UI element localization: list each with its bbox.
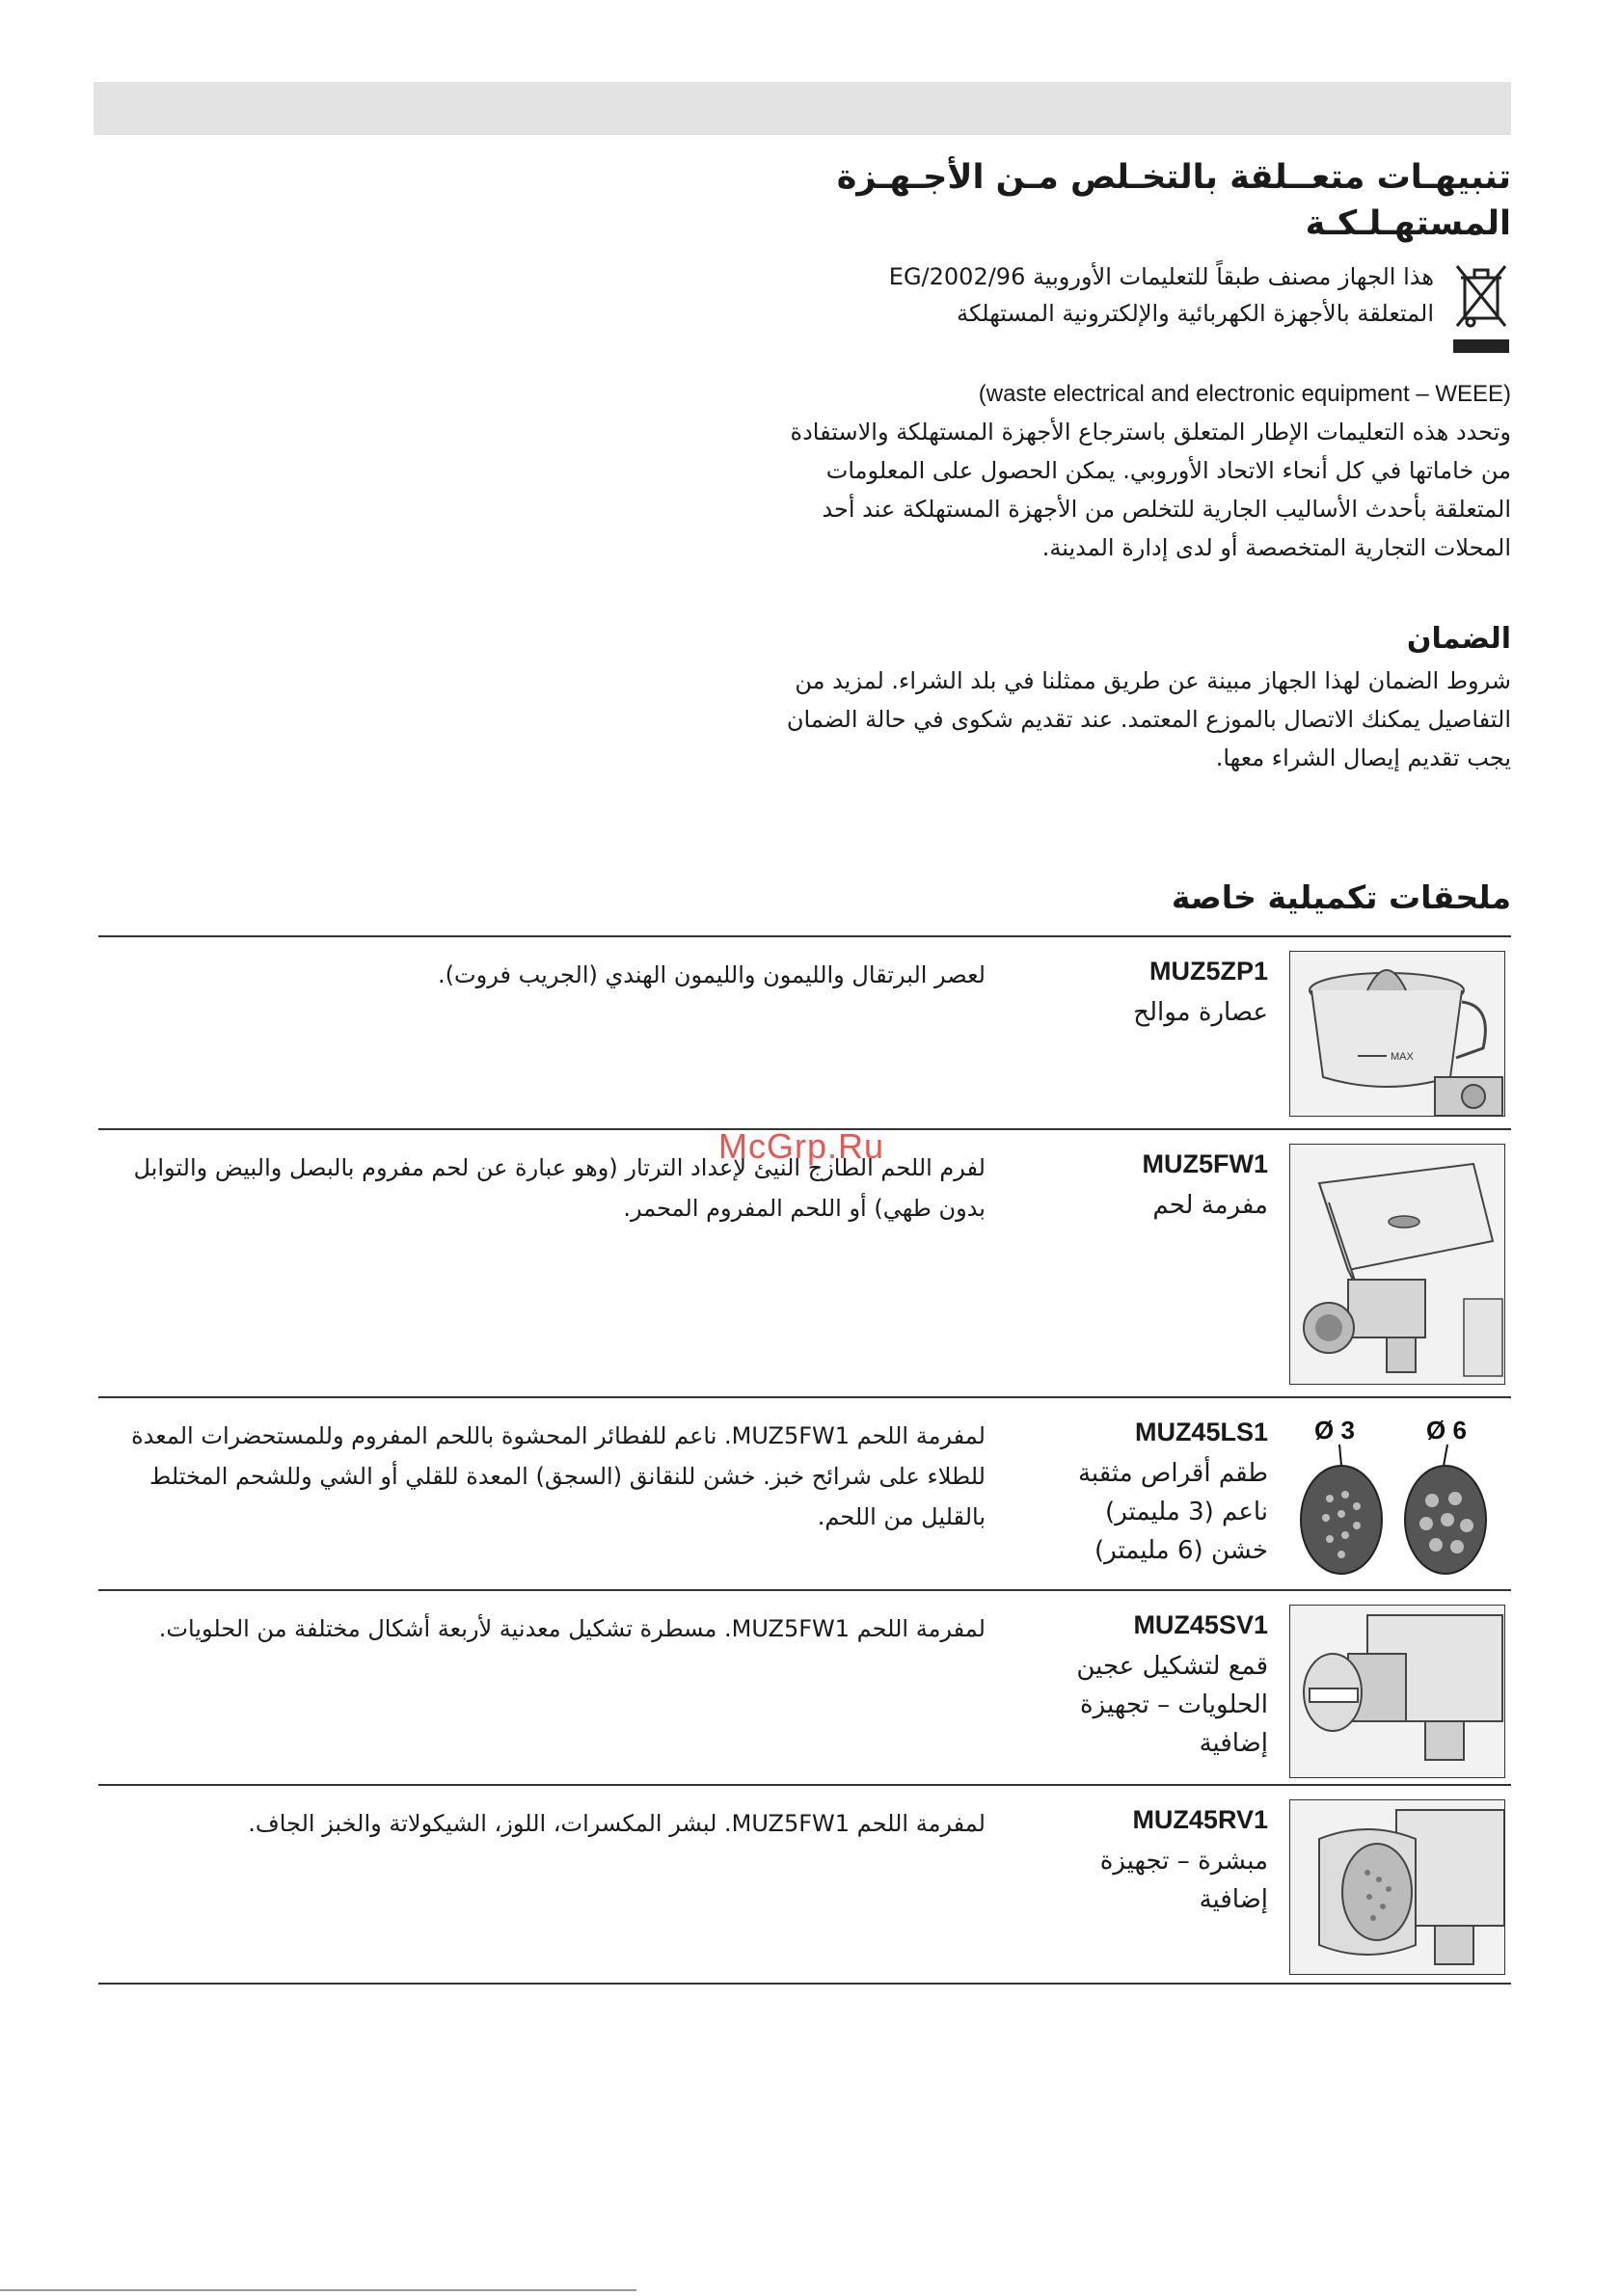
guarantee-body: شروط الضمان لهذا الجهاز مبينة عن طريق ممثلنا في بلد الشراء. لمزيد من التفاصيل يمكنك الاتصال بالموزع المعتمد. عند تقديم شكوى في حالة الضمان يجب تقديم إيصال الشراء معها. — [786, 667, 1511, 771]
cookie-attachment-icon — [1289, 1605, 1505, 1778]
product-name: مبشرة – تجهيزة إضافية — [1099, 1847, 1268, 1914]
product-description: لفرم اللحم الطازج النيئ لإعداد الترتار (وهو عبارة عن لحم مفروم بالبصل والبيض والتوابل بدون طهي) أو اللحم المفروم المحمر. — [133, 1154, 986, 1222]
weee-body: وتحدد هذه التعليمات الإطار المتعلق باسترجاع الأجهزة المستهلكة والاستفادة من خاماتها في كل أنحاء الاتحاد الأوروبي. يمكن الحصول على المعلومات المتعلقة بأحدث الأساليب الجارية للتخلص من الأجهزة المستهلكة عند أحد المحلات التجارية المتخصصة أو لدى إدارة المدينة. — [790, 419, 1511, 561]
product-description: لمفرمة اللحم MUZ5FW1. ناعم للفطائر المحشوة باللحم المفروم وللمستحضرات المعدة للطلاء على شرائح خبز. خشن للنقانق (السجق) المعدة للقلي أو الشي وللشحم المختلط بالقليل من اللحم. — [131, 1422, 986, 1530]
model-number: MUZ45LS1 — [1134, 1418, 1268, 1446]
product-name: عصارة موالح — [1133, 998, 1268, 1027]
weee-notice — [836, 258, 1511, 332]
model-number: MUZ45RV1 — [1132, 1805, 1268, 1834]
model-number: MUZ5FW1 — [1142, 1149, 1268, 1178]
table-row — [98, 1591, 1511, 1786]
disc-label-coarse: Ø 6 — [1426, 1416, 1467, 1445]
crossed-out-bin-icon — [1451, 258, 1511, 361]
product-description: لمفرمة اللحم MUZ5FW1. لبشر المكسرات، اللوز، الشيكولاتة والخبز الجاف. — [248, 1810, 986, 1837]
page-title: تنبيهـات متعــلقة بالتخـلص مـن الأجـهـزة المستهـلـكـة — [836, 158, 1511, 243]
product-description: لعصر البرتقال والليمون والليمون الهندي (الجريب فروت). — [438, 961, 986, 988]
model-number: MUZ45SV1 — [1133, 1610, 1268, 1639]
header-band — [94, 82, 1511, 135]
weee-english-note: (waste electrical and electronic equipment – WEEE) — [978, 381, 1511, 407]
product-description: لمفرمة اللحم MUZ5FW1. مسطرة تشكيل معدنية لأربعة أشكال مختلفة من الحلويات. — [158, 1615, 986, 1642]
max-label: MAX — [1391, 1051, 1414, 1063]
citrus-press-icon — [1289, 951, 1505, 1117]
watermark: McGrp.Ru — [718, 1126, 885, 1166]
accessories-heading: ملحقات تكميلية خاصة — [1171, 878, 1511, 916]
model-number: MUZ5ZP1 — [1148, 957, 1268, 986]
grater-attachment-icon — [1289, 1799, 1505, 1975]
footer-line — [0, 2289, 636, 2291]
guarantee-heading: الضمان — [1406, 622, 1511, 656]
table-row — [98, 937, 1511, 1130]
product-name: طقم أقراص مثقبة ناعم (3 مليمتر) خشن (6 مليمتر) — [1077, 1459, 1268, 1565]
product-name: قمع لتشكيل عجين الحلويات – تجهيزة إضافية — [1076, 1652, 1268, 1758]
table-row — [98, 1130, 1511, 1398]
table-row — [98, 1786, 1511, 1985]
weee-text: هذا الجهاز مصنف طبقاً للتعليمات الأوروبية 2002/96/EG المتعلقة بالأجهزة الكهربائية والإلكترونية المستهلكة — [888, 263, 1434, 327]
disc-label-fine: Ø 3 — [1314, 1416, 1355, 1445]
table-row — [98, 1398, 1511, 1591]
accessories-table — [98, 935, 1511, 1985]
product-name: مفرمة لحم — [1152, 1191, 1268, 1220]
meat-mincer-icon — [1289, 1144, 1505, 1385]
perforated-discs-icon — [1291, 1412, 1505, 1581]
